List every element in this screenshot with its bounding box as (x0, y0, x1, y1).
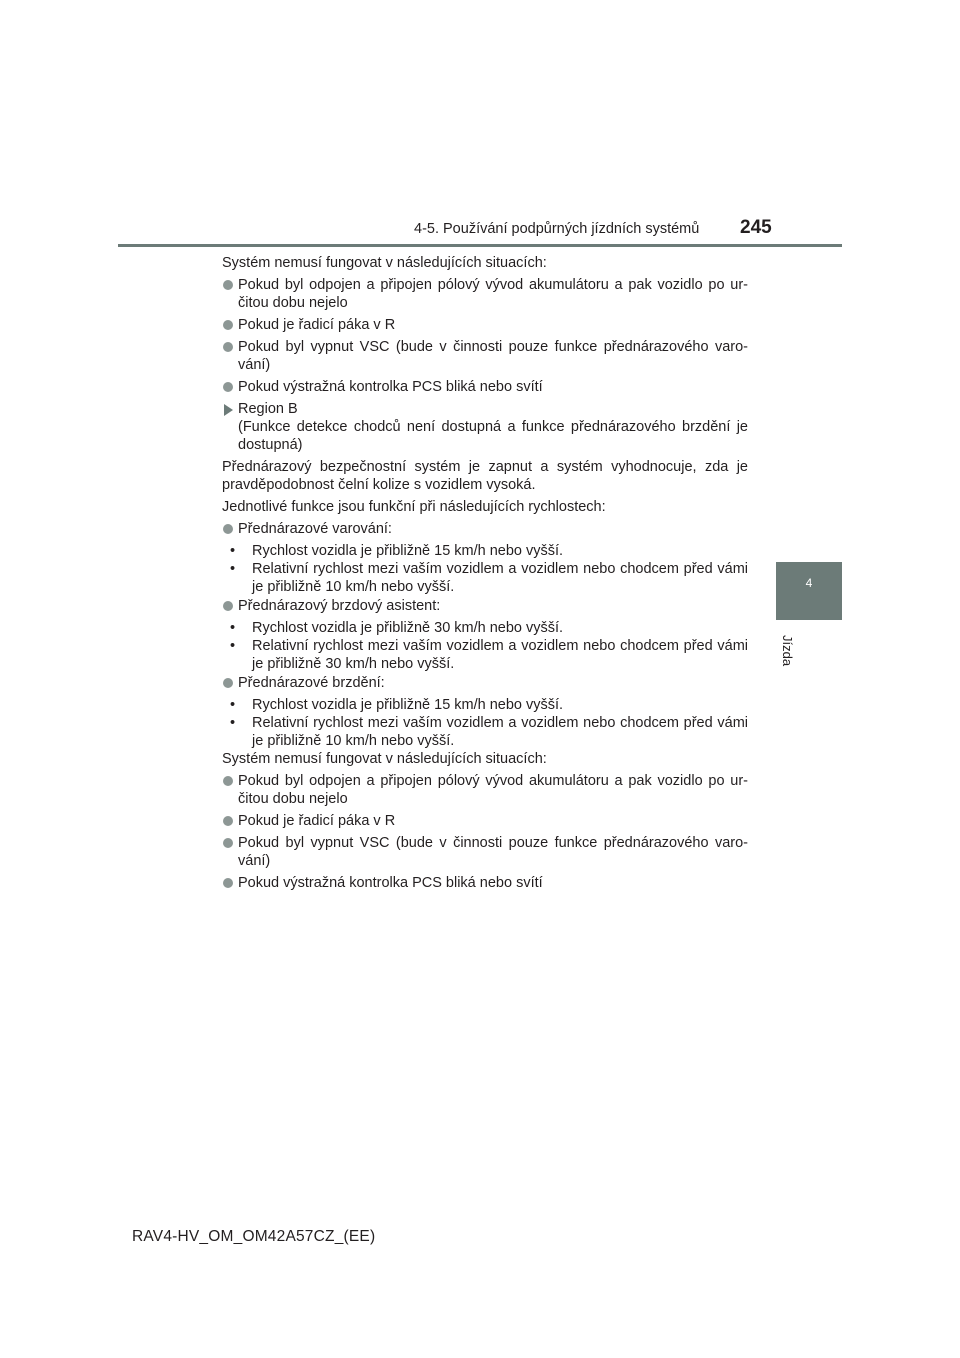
paragraph: Přednárazový bezpečnostní systém je zapnut a systém vyhodnocuje, zda je pravděpodobnost čelní kolize s vozidlem vysoká. (222, 459, 748, 493)
bullet-icon (223, 342, 233, 352)
region-note: (Funkce detekce chodců není dostupná a funkce přednárazového brzdění je dostupná) (238, 419, 748, 453)
sub-item: • Relativní rychlost mezi vaším vozidlem a vozidlem nebo chodcem před vámi je přibližně 10 km/h nebo vyšší. (230, 561, 748, 595)
chapter-tab (776, 562, 842, 620)
page-number: 245 (740, 217, 772, 238)
main-content (222, 254, 748, 896)
function-item: Přednárazové varování: (222, 520, 748, 538)
sub-item: • Rychlost vozidla je přibližně 30 km/h nebo vyšší. (230, 620, 564, 636)
intro-text-1: Systém nemusí fungovat v následujících situacích: (222, 255, 547, 271)
sub-item: • Relativní rychlost mezi vaším vozidlem a vozidlem nebo chodcem před vámi je přibližně 10 km/h nebo vyšší. (230, 715, 748, 749)
sub-item: • Relativní rychlost mezi vaším vozidlem a vozidlem nebo chodcem před vámi je přibližně 30 km/h nebo vyšší. (230, 638, 748, 672)
sub-item: • Rychlost vozidla je přibližně 15 km/h nebo vyšší. (230, 543, 564, 559)
function-item: Přednárazové brzdění: (222, 674, 748, 692)
bullet-icon (223, 280, 233, 290)
bullet-icon (223, 601, 233, 611)
triangle-marker-icon (224, 404, 233, 416)
bullet-icon (223, 382, 233, 392)
section-title: 4-5. Používání podpůrných jízdních systémů (414, 221, 700, 237)
bullet-icon (223, 320, 233, 330)
header-rule (118, 244, 842, 247)
chapter-label: Jízda (780, 635, 795, 667)
list-item: Pokud byl odpojen a připojen pólový vývod akumulátoru a pak vozidlo po ur-čitou dobu nejelo (222, 276, 748, 312)
bullet-icon (223, 776, 233, 786)
bullet-icon (223, 878, 233, 888)
region-title: Region B (238, 401, 298, 417)
chapter-number: 4 (805, 576, 813, 590)
chapter-label-container (776, 625, 806, 675)
document-code: RAV4-HV_OM_OM42A57CZ_(EE) (132, 1228, 376, 1245)
region-heading (222, 400, 748, 454)
paragraph: Jednotlivé funkce jsou funkční při následujících rychlostech: (222, 499, 606, 515)
list-item: Pokud je řadicí páka v R (222, 316, 748, 334)
function-item: Přednárazový brzdový asistent: (222, 597, 748, 615)
intro-text-2: Systém nemusí fungovat v následujících situacích: (222, 751, 547, 767)
list-item: Pokud byl odpojen a připojen pólový vývod akumulátoru a pak vozidlo po ur-čitou dobu nejelo (222, 772, 748, 808)
list-item: Pokud je řadicí páka v R (222, 812, 748, 830)
sub-item: • Rychlost vozidla je přibližně 15 km/h nebo vyšší. (230, 697, 564, 713)
bullet-icon (223, 816, 233, 826)
bullet-icon (223, 524, 233, 534)
list-item: Pokud výstražná kontrolka PCS bliká nebo svítí (222, 378, 748, 396)
list-item: Pokud byl vypnut VSC (bude v činnosti pouze funkce přednárazového varo-vání) (222, 338, 748, 374)
list-item: Pokud výstražná kontrolka PCS bliká nebo svítí (222, 874, 748, 892)
bullet-icon (223, 838, 233, 848)
list-item: Pokud byl vypnut VSC (bude v činnosti pouze funkce přednárazového varo-vání) (222, 834, 748, 870)
bullet-icon (223, 678, 233, 688)
